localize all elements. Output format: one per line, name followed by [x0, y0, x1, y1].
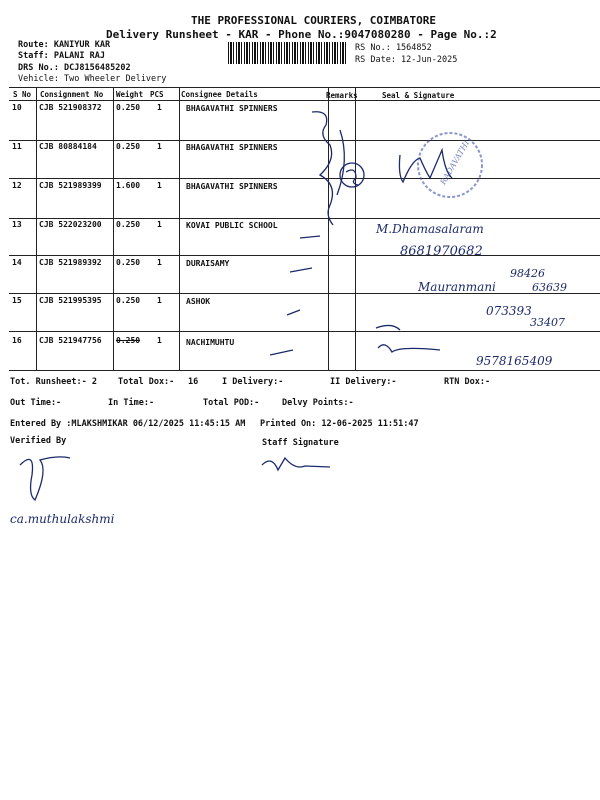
- row-sno: 14: [12, 258, 22, 267]
- i-delivery: I Delivery:-: [222, 377, 284, 387]
- handwritten-phone-row15a: 073393: [486, 304, 532, 318]
- row-consignment: CJB 522023200: [39, 220, 102, 229]
- col-sno: S No: [13, 90, 32, 99]
- row-weight: 0.250: [116, 220, 141, 229]
- out-time: Out Time:-: [10, 398, 62, 408]
- handwritten-phone-row14b: 63639: [532, 281, 567, 294]
- handwritten-phone-row16: 9578165409: [476, 354, 553, 368]
- row-weight: 0.250: [116, 336, 141, 345]
- verified-by-label: Verified By: [10, 436, 67, 446]
- handwritten-name-row13: M.Dhamasalaram: [376, 222, 484, 236]
- row-pcs: 1: [157, 258, 162, 267]
- col-seal: Seal & Signature: [382, 91, 455, 100]
- in-time: In Time:-: [108, 398, 155, 408]
- row-sno: 16: [12, 336, 22, 345]
- row-sno: 15: [12, 296, 22, 305]
- total-dox-label: Total Dox:-: [118, 377, 175, 387]
- col-weight: Weight: [116, 90, 144, 99]
- row-pcs: 1: [157, 296, 162, 305]
- rs-number: RS No.: 1564852: [355, 43, 432, 53]
- total-dox-value: 16: [188, 377, 199, 387]
- row-consignment: CJB 521989392: [39, 258, 102, 267]
- route-label: Route: KANIYUR KAR: [18, 40, 111, 50]
- row-pcs: 1: [157, 103, 162, 112]
- row-weight: 0.250: [116, 142, 141, 151]
- rs-date: RS Date: 12-Jun-2025: [355, 55, 458, 65]
- row-consignment: CJB 80884184: [39, 142, 97, 151]
- runsheet-subtitle: Delivery Runsheet - KAR - Phone No.:9047080280 - Page No.:2: [106, 28, 497, 41]
- row-weight: 0.250: [116, 296, 141, 305]
- printed-on: Printed On: 12-06-2025 11:51:47: [260, 419, 419, 429]
- row-consignee: NACHIMUHTU: [186, 338, 235, 347]
- staff-label: Staff: PALANI RAJ: [18, 51, 105, 61]
- total-runsheet: Tot. Runsheet:- 2: [10, 377, 97, 387]
- col-pcs: PCS: [150, 90, 164, 99]
- row-consignment: CJB 521908372: [39, 103, 102, 112]
- drs-label: DRS No.: DCJ8156485202: [18, 63, 131, 73]
- row-weight: 1.600: [116, 181, 141, 190]
- col-remarks: Remarks: [326, 91, 358, 100]
- row-sno: 11: [12, 142, 22, 151]
- entered-by: Entered By :MLAKSHMIKAR 06/12/2025 11:45:15 AM: [10, 419, 246, 429]
- delvy-points: Delvy Points:-: [282, 398, 354, 408]
- vehicle-label: Vehicle: Two Wheeler Delivery: [18, 74, 167, 84]
- row-consignee: BHAGAVATHI SPINNERS: [186, 182, 278, 191]
- row-pcs: 1: [157, 142, 162, 151]
- handwritten-phone-row14a: 98426: [510, 267, 545, 280]
- row-consignment: CJB 521989399: [39, 181, 102, 190]
- row-consignee: KOVAI PUBLIC SCHOOL: [186, 221, 278, 230]
- row-consignment: CJB 521947756: [39, 336, 102, 345]
- row-pcs: 1: [157, 336, 162, 345]
- seal-stamp-text: RADAVATHI: [438, 138, 472, 187]
- row-consignee: BHAGAVATHI SPINNERS: [186, 143, 278, 152]
- row-consignment: CJB 521995395: [39, 296, 102, 305]
- col-consignee: Consignee Details: [181, 90, 258, 99]
- row-pcs: 1: [157, 220, 162, 229]
- row-consignee: ASHOK: [186, 297, 211, 306]
- staff-signature-label: Staff Signature: [262, 438, 339, 448]
- total-pod: Total POD:-: [203, 398, 260, 408]
- ii-delivery: II Delivery:-: [330, 377, 397, 387]
- row-consignee: DURAISAMY: [186, 259, 230, 268]
- row-weight: 0.250: [116, 103, 141, 112]
- company-title: THE PROFESSIONAL COURIERS, COIMBATORE: [191, 14, 437, 27]
- col-consignment: Consignment No: [40, 90, 104, 99]
- row-sno: 12: [12, 181, 22, 190]
- row-consignee: BHAGAVATHI SPINNERS: [186, 104, 278, 113]
- handwritten-phone-row13: 8681970682: [400, 244, 483, 259]
- rtn-dox: RTN Dox:-: [444, 377, 491, 387]
- row-pcs: 1: [157, 181, 162, 190]
- handwritten-name-row14: Mauranmani: [418, 280, 496, 294]
- handwritten-phone-row15b: 33407: [530, 316, 565, 329]
- verifier-handwritten-name: ca.muthulakshmi: [10, 512, 115, 526]
- row-sno: 10: [12, 103, 22, 112]
- row-sno: 13: [12, 220, 22, 229]
- row-weight: 0.250: [116, 258, 141, 267]
